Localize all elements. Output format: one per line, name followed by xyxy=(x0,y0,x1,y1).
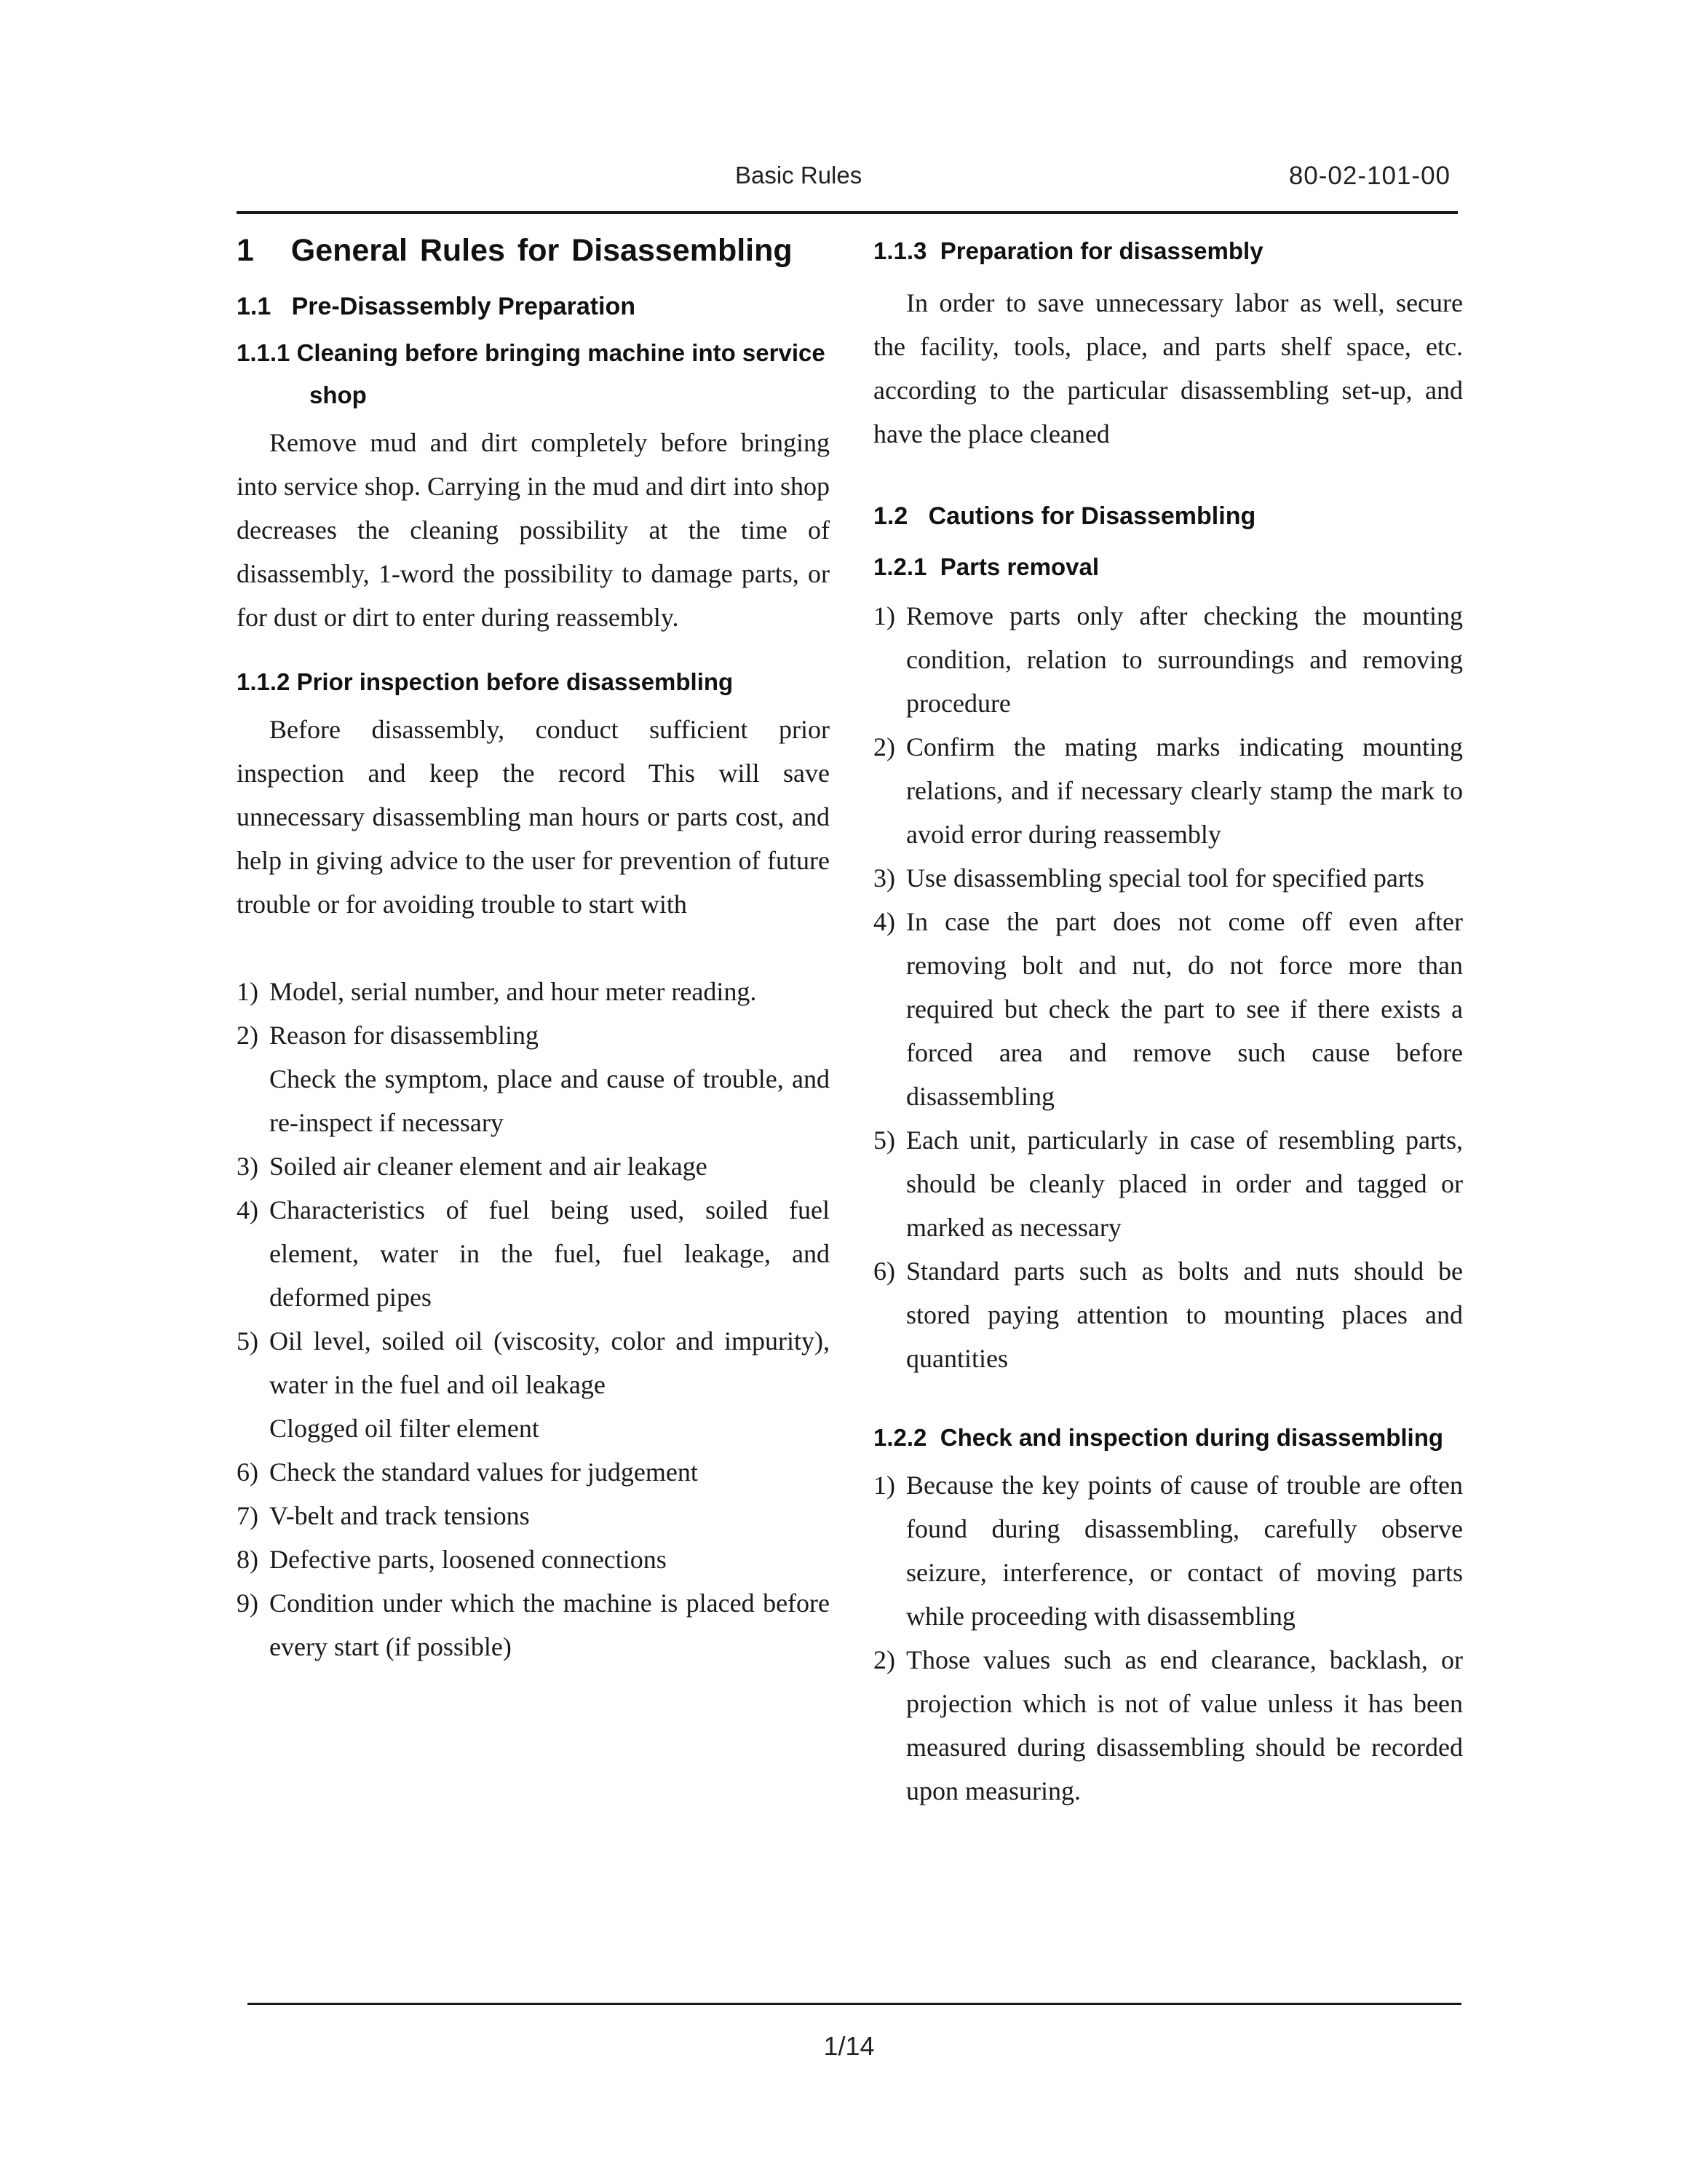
list-item: 3) Use disassembling special tool for specified parts xyxy=(873,863,1424,893)
list-item: 3) Soiled air cleaner element and air leakage xyxy=(237,1152,707,1181)
inspection-list xyxy=(237,970,830,1669)
header-rule xyxy=(237,211,1458,214)
inspection-during-list xyxy=(873,1463,1463,1813)
list-item: 5) Each unit, particularly in case of resembling parts, should be cleanly placed in order and tagged or marked as necessary xyxy=(873,1125,1463,1242)
list-item: 9) Condition under which the machine is placed before every start (if possible) xyxy=(237,1588,830,1661)
list-item: 4) Characteristics of fuel being used, soiled fuel element, water in the fuel, fuel leakage, and deformed pipes xyxy=(237,1195,830,1312)
section-1-1-heading: 1.1 Pre-Disassembly Preparation xyxy=(237,293,636,320)
list-item: 2) Reason for disassembling Check the symptom, place and cause of trouble, and re-inspect if necessary xyxy=(237,1021,830,1137)
parts-removal-list xyxy=(873,594,1463,1380)
section-1-1-2-text: Before disassembly, conduct sufficient prior inspection and keep the record This will save unnecessary disassembling man hours or parts cost, and help in giving advice to the user for prevention of future trouble or for avoiding trouble to start with xyxy=(237,715,830,919)
right-column xyxy=(873,218,1463,1813)
chapter-title: 1 General Rules for Disassembling xyxy=(237,233,793,268)
left-column xyxy=(237,218,830,1669)
footer-rule xyxy=(247,2003,1461,2005)
list-item: 6) Check the standard values for judgement xyxy=(237,1457,698,1487)
section-1-1-3-heading: 1.1.3 Preparation for disassembly xyxy=(873,237,1263,264)
list-item: 4) In case the part does not come off even after removing bolt and nut, do not force more than required but check the part to see if there exists a forced area and remove such cause before disassembling xyxy=(873,907,1463,1111)
list-item: 1) Remove parts only after checking the mounting condition, relation to surroundings and removing procedure xyxy=(873,601,1463,718)
section-1-2-2-heading: 1.2.2 Check and inspection during disassembling xyxy=(873,1424,1444,1451)
list-item: 7) V-belt and track tensions xyxy=(237,1501,530,1530)
section-1-2-1-heading: 1.2.1 Parts removal xyxy=(873,553,1100,580)
list-item: 6) Standard parts such as bolts and nuts should be stored paying attention to mounting places and quantities xyxy=(873,1257,1463,1373)
section-1-2-heading: 1.2 Cautions for Disassembling xyxy=(873,502,1256,530)
list-item: 8) Defective parts, loosened connections xyxy=(237,1545,667,1574)
list-item: 2) Confirm the mating marks indicating mounting relations, and if necessary clearly stamp the mark to avoid error during reassembly xyxy=(873,732,1463,849)
section-1-1-2-heading: 1.1.2 Prior inspection before disassembling xyxy=(237,668,734,695)
page-number: 1/14 xyxy=(823,2031,875,2061)
list-item: 1) Because the key points of cause of trouble are often found during disassembling, carefully observe seizure, interference, or contact of moving parts while proceeding with disassembling xyxy=(873,1471,1463,1631)
header-title: Basic Rules xyxy=(735,162,862,189)
section-1-1-1-heading: 1.1.1 Cleaning before bringing machine into service shop xyxy=(237,339,825,408)
list-item: 5) Oil level, soiled oil (viscosity, color and impurity), water in the fuel and oil leakage Clogged oil filter element xyxy=(237,1326,830,1443)
list-item: 1) Model, serial number, and hour meter reading. xyxy=(237,977,757,1006)
section-1-1-3-text: In order to save unnecessary labor as well, secure the facility, tools, place, and parts shelf space, etc. according to the particular disassembling set-up, and have the place cleaned xyxy=(873,288,1463,448)
list-item: 2) Those values such as end clearance, backlash, or projection which is not of value unless it has been measured during disassembling should be recorded upon measuring. xyxy=(873,1645,1463,1805)
document-code: 80-02-101-00 xyxy=(1288,162,1451,190)
section-1-1-1-text: Remove mud and dirt completely before bringing into service shop. Carrying in the mud and dirt into shop decreases the cleaning possibility at the time of disassembly, 1-word the possibility to damage parts, or for dust or dirt to enter during reassembly. xyxy=(237,428,830,632)
